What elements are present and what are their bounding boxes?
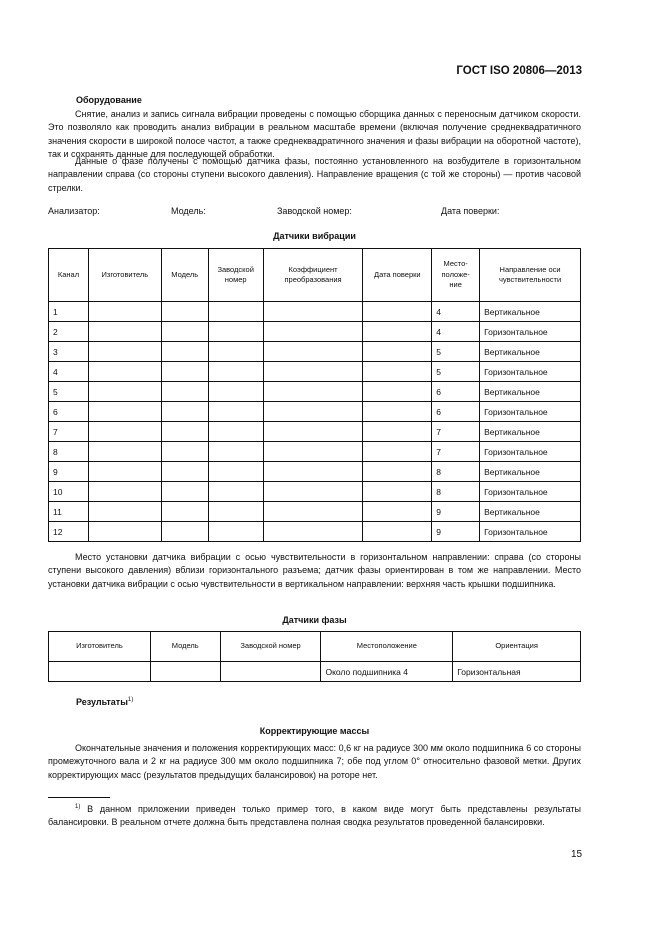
serial-cell xyxy=(208,322,263,342)
location-cell: 4 xyxy=(432,302,480,322)
correction-masses-paragraph: Окончательные значения и положения корректирующих масс: 0,6 кг на радиусе 300 мм около подшипника 6 со стороны промежуточного вала и 2 кг на радиусе 300 мм около подшипника 7; обе под углом 0° относительно фазовой метки. Других корректирующих масс (результатов предыдущих балансировок) на роторе нет. xyxy=(48,743,581,780)
coefficient-cell xyxy=(263,302,363,322)
date-label: Дата поверки: xyxy=(441,206,500,216)
coefficient-cell xyxy=(263,482,363,502)
manufacturer-cell xyxy=(88,342,161,362)
channel-cell: 1 xyxy=(49,302,89,322)
direction-cell: Вертикальное xyxy=(480,342,581,362)
serial-cell xyxy=(208,382,263,402)
model-cell xyxy=(161,342,208,362)
column-header: Направление оси чувствительности xyxy=(480,249,581,302)
manufacturer-cell xyxy=(88,302,161,322)
direction-cell: Вертикальное xyxy=(480,422,581,442)
location-cell: 9 xyxy=(432,522,480,542)
direction-cell: Горизонтальное xyxy=(480,482,581,502)
table-row xyxy=(49,662,581,682)
column-header: Модель xyxy=(150,632,220,662)
column-header: Заводской номер xyxy=(208,249,263,302)
equipment-heading: Оборудование xyxy=(76,95,142,105)
direction-cell: Горизонтальное xyxy=(480,362,581,382)
location-cell: 5 xyxy=(432,362,480,382)
footnote-separator xyxy=(48,797,110,798)
serial-cell xyxy=(208,402,263,422)
serial-cell xyxy=(208,302,263,322)
location-cell: 7 xyxy=(432,442,480,462)
serial-cell xyxy=(208,362,263,382)
manufacturer-cell xyxy=(88,462,161,482)
location-cell: 6 xyxy=(432,382,480,402)
column-header: Дата поверки xyxy=(363,249,432,302)
model-cell xyxy=(161,362,208,382)
phase-sensors-table xyxy=(48,631,581,682)
location-cell: 4 xyxy=(432,322,480,342)
coefficient-cell xyxy=(263,422,363,442)
manufacturer-cell xyxy=(88,422,161,442)
direction-cell: Горизонтальное xyxy=(480,402,581,422)
coefficient-cell xyxy=(263,342,363,362)
model-cell xyxy=(161,522,208,542)
table-row xyxy=(49,462,581,482)
location-cell: 9 xyxy=(432,502,480,522)
column-header: Ориентация xyxy=(453,632,581,662)
model-cell xyxy=(161,302,208,322)
direction-cell: Горизонтальное xyxy=(480,522,581,542)
channel-cell: 6 xyxy=(49,402,89,422)
calibration-date-cell xyxy=(363,382,432,402)
manufacturer-cell xyxy=(88,382,161,402)
calibration-date-cell xyxy=(363,342,432,362)
location-cell: Около подшипника 4 xyxy=(321,662,453,682)
model-cell xyxy=(161,322,208,342)
calibration-date-cell xyxy=(363,482,432,502)
mounting-paragraph: Место установки датчика вибрации с осью чувствительности в горизонтальном направлении: справа (со стороны ступени высокого давления) вблизи горизонтального разъема; датчик фазы ориентирован в том же направлении. Место установки датчика вибрации с осью чувствительности в вертикальном направлении: верхняя часть крышки подшипника. xyxy=(48,552,581,589)
manufacturer-cell xyxy=(88,402,161,422)
correction-masses-heading: Корректирующие массы xyxy=(259,726,370,736)
serial-cell xyxy=(208,342,263,362)
analyzer-fields xyxy=(48,206,588,218)
model-cell xyxy=(161,402,208,422)
model-cell xyxy=(161,442,208,462)
calibration-date-cell xyxy=(363,422,432,442)
analyzer-label: Анализатор: xyxy=(48,206,100,216)
footnote xyxy=(48,801,581,830)
direction-cell: Горизонтальное xyxy=(480,442,581,462)
calibration-date-cell xyxy=(363,362,432,382)
model-cell xyxy=(161,502,208,522)
equipment-paragraph-2: Данные о фазе получены с помощью датчика фазы, постоянно установленного на возбудителе в горизонтальном направлении справа (со стороны ступени высокого давления). Направление вращения (с той же стороны) — против часовой стрелки. xyxy=(48,156,581,193)
column-header: Канал xyxy=(49,249,89,302)
table-row xyxy=(49,422,581,442)
coefficient-cell xyxy=(263,502,363,522)
calibration-date-cell xyxy=(363,522,432,542)
channel-cell: 7 xyxy=(49,422,89,442)
vibration-table-header xyxy=(49,249,581,302)
direction-cell: Горизонтальное xyxy=(480,322,581,342)
results-heading xyxy=(76,697,133,707)
results-title: Результаты xyxy=(76,697,128,707)
calibration-date-cell xyxy=(363,502,432,522)
vibration-sensors-caption: Датчики вибрации xyxy=(273,231,356,241)
model-cell xyxy=(161,382,208,402)
calibration-date-cell xyxy=(363,322,432,342)
direction-cell: Вертикальное xyxy=(480,382,581,402)
table-row xyxy=(49,322,581,342)
channel-cell: 8 xyxy=(49,442,89,462)
channel-cell: 4 xyxy=(49,362,89,382)
location-cell: 8 xyxy=(432,462,480,482)
results-footnote-mark: 1) xyxy=(127,697,134,703)
model-cell xyxy=(150,662,220,682)
model-cell xyxy=(161,422,208,442)
serial-cell xyxy=(208,462,263,482)
channel-cell: 10 xyxy=(49,482,89,502)
manufacturer-cell xyxy=(88,482,161,502)
table-row xyxy=(49,522,581,542)
serial-cell xyxy=(220,662,321,682)
serial-cell xyxy=(208,522,263,542)
model-cell xyxy=(161,462,208,482)
coefficient-cell xyxy=(263,462,363,482)
column-header: Изготовитель xyxy=(49,632,151,662)
column-header: Изготовитель xyxy=(88,249,161,302)
table-row xyxy=(49,482,581,502)
channel-cell: 9 xyxy=(49,462,89,482)
location-cell: 8 xyxy=(432,482,480,502)
channel-cell: 12 xyxy=(49,522,89,542)
calibration-date-cell xyxy=(363,462,432,482)
phase-table-header xyxy=(49,632,581,662)
serial-cell xyxy=(208,482,263,502)
table-row xyxy=(49,362,581,382)
column-header: Заводской номер xyxy=(220,632,321,662)
column-header: Коэффициент преобразования xyxy=(263,249,363,302)
table-row xyxy=(49,402,581,422)
orientation-cell: Горизонтальная xyxy=(453,662,581,682)
calibration-date-cell xyxy=(363,402,432,422)
serial-label: Заводской номер: xyxy=(277,206,352,216)
table-row xyxy=(49,342,581,362)
coefficient-cell xyxy=(263,402,363,422)
equipment-paragraph-1: Снятие, анализ и запись сигнала вибрации проведены с помощью сборщика данных с переносным датчиком скорости. Это позволяло как проводить анализ вибрации в реальном масштабе времени (включая получение среднеквадратичного значения скорости в широкой полосе частот, а также среднеквадратичного значения и фазы вибрации на оборотной частоте), так и сохранять данные для последующей обработки. xyxy=(48,109,581,159)
channel-cell: 2 xyxy=(49,322,89,342)
table-row xyxy=(49,502,581,522)
calibration-date-cell xyxy=(363,442,432,462)
channel-cell: 3 xyxy=(49,342,89,362)
manufacturer-cell xyxy=(88,322,161,342)
coefficient-cell xyxy=(263,382,363,402)
direction-cell: Вертикальное xyxy=(480,302,581,322)
manufacturer-cell xyxy=(88,362,161,382)
coefficient-cell xyxy=(263,442,363,462)
vibration-sensors-table xyxy=(48,248,581,542)
table-row xyxy=(49,302,581,322)
location-cell: 6 xyxy=(432,402,480,422)
calibration-date-cell xyxy=(363,302,432,322)
location-cell: 7 xyxy=(432,422,480,442)
table-row xyxy=(49,382,581,402)
coefficient-cell xyxy=(263,362,363,382)
standard-number: ГОСТ ISO 20806—2013 xyxy=(456,65,582,77)
direction-cell: Вертикальное xyxy=(480,462,581,482)
table-row xyxy=(49,442,581,462)
footnote-mark: 1) xyxy=(75,804,81,810)
channel-cell: 11 xyxy=(49,502,89,522)
phase-sensors-caption: Датчики фазы xyxy=(282,615,347,625)
serial-cell xyxy=(208,502,263,522)
manufacturer-cell xyxy=(88,502,161,522)
coefficient-cell xyxy=(263,322,363,342)
model-label: Модель: xyxy=(171,206,206,216)
location-cell: 5 xyxy=(432,342,480,362)
footnote-text: В данном приложении приведен только пример того, в каком виде могут быть представлены результаты балансировки. В реальном отчете должна быть представлена полная сводка результатов проведенной балансировки. xyxy=(48,804,581,828)
serial-cell xyxy=(208,422,263,442)
page-number: 15 xyxy=(571,849,583,860)
manufacturer-cell xyxy=(88,522,161,542)
coefficient-cell xyxy=(263,522,363,542)
serial-cell xyxy=(208,442,263,462)
column-header: Модель xyxy=(161,249,208,302)
channel-cell: 5 xyxy=(49,382,89,402)
manufacturer-cell xyxy=(49,662,151,682)
column-header: Местоположение xyxy=(321,632,453,662)
manufacturer-cell xyxy=(88,442,161,462)
column-header: Место-положе-ние xyxy=(432,249,480,302)
direction-cell: Вертикальное xyxy=(480,502,581,522)
model-cell xyxy=(161,482,208,502)
vibration-table-body xyxy=(49,302,581,542)
